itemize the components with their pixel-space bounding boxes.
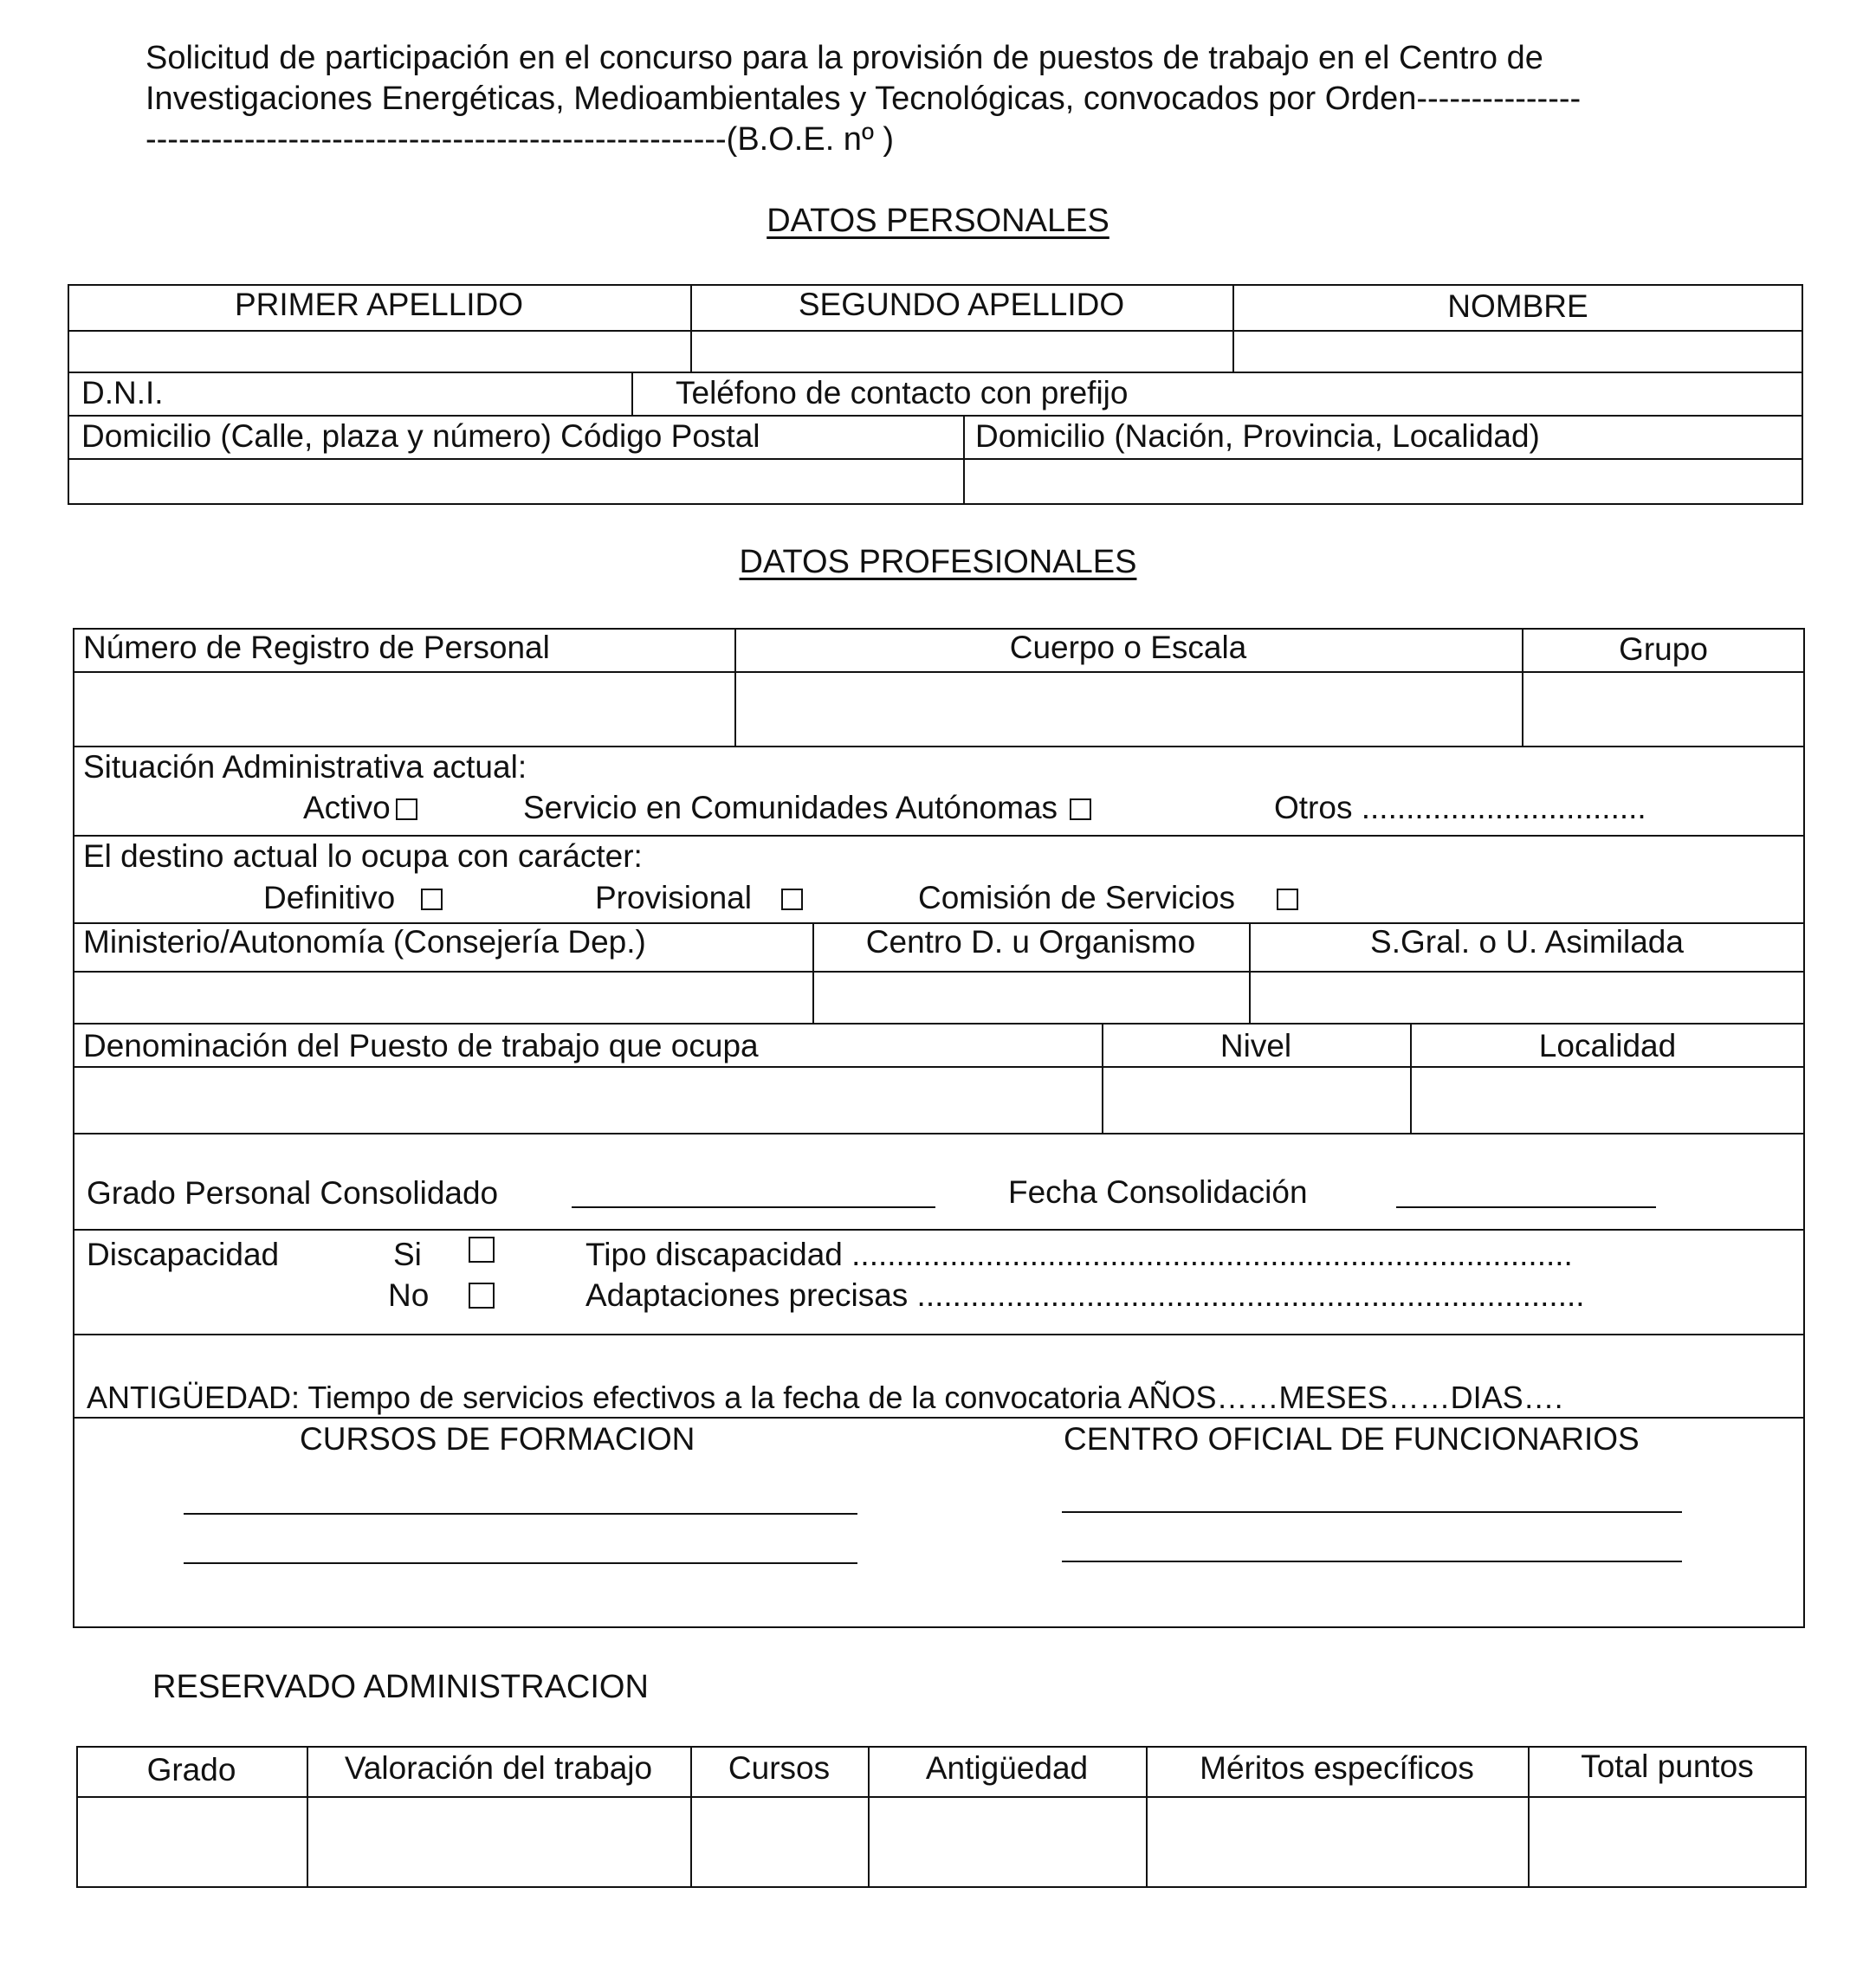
primer-apellido-field[interactable]: [69, 332, 689, 370]
cursos-score-field[interactable]: [692, 1798, 866, 1886]
valoracion-score-field[interactable]: [308, 1798, 689, 1886]
datos-profesionales-title: DATOS PROFESIONALES: [739, 544, 1137, 580]
localidad-label: Localidad: [1538, 1028, 1677, 1063]
comision-checkbox[interactable]: [1277, 889, 1298, 910]
destino-provisional-option: [595, 879, 803, 917]
antiguedad-score-field[interactable]: [870, 1798, 1144, 1886]
destino-comision-label: Comisión de Servicios: [918, 880, 1236, 915]
centro-field[interactable]: [814, 973, 1247, 1021]
meritos-score-field[interactable]: [1148, 1798, 1526, 1886]
cuerpo-label: Cuerpo o Escala: [1009, 630, 1247, 665]
total-score-field[interactable]: [1530, 1798, 1805, 1886]
datos-personales-title: DATOS PERSONALES: [767, 203, 1109, 239]
domicilio-nacion-label: Domicilio (Nación, Provincia, Localidad): [975, 418, 1540, 454]
segundo-apellido-field[interactable]: [692, 332, 1231, 370]
cuerpo-field[interactable]: [736, 673, 1520, 744]
provisional-checkbox[interactable]: [781, 889, 803, 910]
no-label: No: [388, 1277, 430, 1313]
situacion-servicio-label: Servicio en Comunidades Autónomas: [523, 790, 1058, 825]
centro-oficial-line-2[interactable]: [1062, 1561, 1682, 1562]
destino-definitivo-option: [263, 879, 443, 917]
nombre-label: NOMBRE: [1447, 288, 1588, 324]
domicilio-calle-label: Domicilio (Calle, plaza y número) Código Postal: [81, 418, 760, 454]
tipo-discapacidad-label: Tipo discapacidad .................................................................................: [585, 1237, 1573, 1272]
centro-oficial-line-1[interactable]: [1062, 1511, 1682, 1513]
centro-oficial-label: CENTRO OFICIAL DE FUNCIONARIOS: [1064, 1421, 1640, 1457]
intro-text: Solicitud de participación en el concurso para la provisión de puestos de trabajo en el Centro de Investigaciones Energéticas, Medioambientales y Tecnológicas, convocados por Orden--------------- -----------------------------------------------------(B.O.E. nº ): [146, 40, 1582, 158]
antiguedad-label: ANTIGÜEDAD: Tiempo de servicios efectivos a la fecha de la convocatoria AÑOS……MESES……DIAS….: [87, 1380, 1563, 1415]
fecha-field[interactable]: [1396, 1206, 1656, 1208]
nivel-label: Nivel: [1219, 1028, 1292, 1063]
grupo-label: Grupo: [1619, 631, 1708, 667]
centro-label: Centro D. u Organismo: [865, 924, 1196, 960]
destino-definitivo-label: Definitivo: [263, 880, 396, 915]
col-cursos: Cursos: [728, 1750, 831, 1786]
grupo-field[interactable]: [1523, 673, 1803, 744]
nivel-field[interactable]: [1103, 1068, 1408, 1131]
denominacion-label: Denominación del Puesto de trabajo que ocupa: [83, 1028, 759, 1063]
grado-label: Grado Personal Consolidado: [87, 1175, 499, 1211]
nrp-label: Número de Registro de Personal: [83, 630, 550, 665]
activo-checkbox[interactable]: [396, 798, 417, 820]
adaptaciones-label: Adaptaciones precisas ...........................................................................: [585, 1277, 1585, 1313]
cursos-formacion-label: CURSOS DE FORMACION: [300, 1421, 695, 1457]
grado-score-field[interactable]: [78, 1798, 305, 1886]
situacion-activo-option: [303, 789, 417, 827]
si-checkbox[interactable]: [469, 1237, 495, 1263]
col-meritos: Méritos específicos: [1200, 1750, 1474, 1786]
cursos-line-1[interactable]: [184, 1513, 857, 1515]
grado-field[interactable]: [572, 1206, 935, 1208]
destino-provisional-label: Provisional: [595, 880, 752, 915]
nombre-field[interactable]: [1234, 332, 1802, 370]
fecha-label: Fecha Consolidación: [1008, 1174, 1308, 1210]
cursos-line-2[interactable]: [184, 1562, 857, 1564]
segundo-apellido-label: SEGUNDO APELLIDO: [798, 287, 1125, 322]
reservado-title: RESERVADO ADMINISTRACION: [152, 1669, 649, 1705]
situacion-servicio-option: [523, 789, 1091, 827]
col-total: Total puntos: [1581, 1749, 1754, 1784]
sgral-field[interactable]: [1251, 973, 1803, 1021]
si-label: Si: [393, 1237, 422, 1272]
no-checkbox[interactable]: [469, 1283, 495, 1309]
situacion-label: Situación Administrativa actual:: [83, 749, 527, 785]
destino-comision-option: [918, 879, 1298, 917]
domicilio-nacion-field[interactable]: [965, 460, 1802, 503]
dni-label: D.N.I.: [81, 375, 164, 410]
situacion-activo-label: Activo: [303, 790, 391, 825]
primer-apellido-label: PRIMER APELLIDO: [234, 287, 524, 322]
localidad-field[interactable]: [1412, 1068, 1803, 1131]
situacion-otros-label: Otros ................................: [1274, 790, 1646, 825]
destino-label: El destino actual lo ocupa con carácter:: [83, 838, 643, 874]
sgral-label: S.Gral. o U. Asimilada: [1370, 924, 1684, 960]
discapacidad-label: Discapacidad: [87, 1237, 280, 1272]
col-grado: Grado: [146, 1752, 236, 1787]
definitivo-checkbox[interactable]: [421, 889, 443, 910]
col-antiguedad: Antigüedad: [925, 1750, 1089, 1786]
ministerio-label: Ministerio/Autonomía (Consejería Dep.): [83, 924, 646, 960]
nrp-field[interactable]: [74, 673, 733, 744]
domicilio-calle-field[interactable]: [69, 460, 961, 503]
denominacion-field[interactable]: [74, 1068, 1100, 1131]
telefono-label: Teléfono de contacto con prefijo: [676, 375, 1129, 410]
ministerio-field[interactable]: [74, 973, 811, 1021]
col-valoracion: Valoración del trabajo: [344, 1750, 653, 1786]
servicio-checkbox[interactable]: [1070, 798, 1091, 820]
